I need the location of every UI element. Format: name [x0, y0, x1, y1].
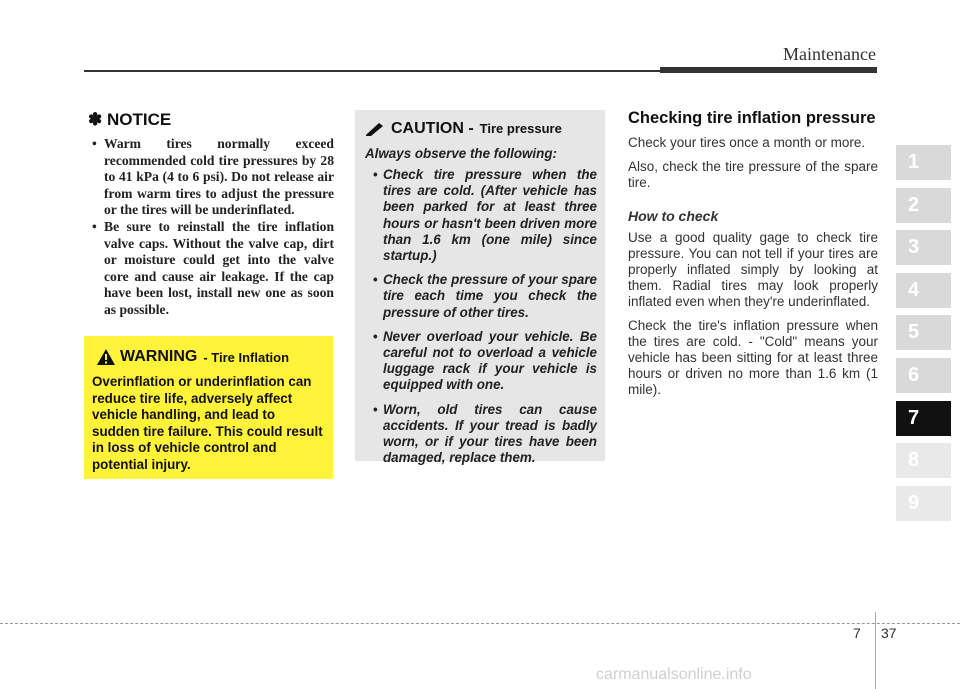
header-rule-accent [660, 67, 877, 73]
notice-item: • Warm tires normally exceed recommended cold tire pressures by 28 to 41 kPa (4 to 6 psi). Do not release air from warm tires to adjust the pressure or the tires will be underinflated. [88, 136, 334, 219]
page-number: 37 [881, 625, 897, 641]
warning-triangle-icon [96, 348, 116, 366]
caution-item: • Check the pressure of your spare tire each time you check the pressure of other tires. [365, 272, 597, 321]
chapter-tabs [896, 145, 951, 528]
chapter-tab-4[interactable]: 4 [896, 273, 951, 308]
section-paragraph: Also, check the tire pressure of the spare tire. [628, 159, 878, 190]
caution-item: • Never overload your vehicle. Be careful not to overload a vehicle luggage rack if your vehicle is equipped with one. [365, 329, 597, 394]
notice-title: ✽ NOTICE [88, 110, 172, 129]
chapter-tab-8[interactable]: 8 [896, 443, 951, 478]
chapter-tab-1[interactable]: 1 [896, 145, 951, 180]
notice-list [88, 136, 334, 319]
warning-header [96, 348, 325, 366]
section-paragraph: Use a good quality gage to check tire pressure. You can not tell if your tires are properly inflated simply by looking at them. Radial tires may look properly inflated even when they're underinflated. [628, 230, 878, 309]
chapter-tab-2[interactable]: 2 [896, 188, 951, 223]
chapter-tab-7[interactable]: 7 [896, 401, 951, 436]
caution-header [365, 120, 597, 138]
watermark: carmanualsonline.info [596, 666, 752, 683]
caution-intro: Always observe the following: [365, 146, 557, 161]
section-subheading: How to check [628, 208, 719, 224]
header-title: Maintenance [783, 44, 876, 64]
header-rule [84, 70, 660, 72]
warning-subtitle: - Tire Inflation [203, 349, 290, 365]
warning-body: Overinflation or underinflation can reduce tire life, adversely affect vehicle handling, and lead to sudden tire failure. This could result in loss of vehicle control and potential injury. [92, 374, 323, 472]
chapter-tab-3[interactable]: 3 [896, 230, 951, 265]
caution-subtitle: Tire pressure [479, 121, 562, 136]
warning-title: WARNING [120, 348, 198, 365]
caution-pencil-icon [365, 122, 385, 136]
section-title: Checking tire inflation pressure [628, 109, 876, 127]
caution-list [365, 167, 597, 466]
footer-divider [875, 612, 876, 689]
chapter-tab-5[interactable]: 5 [896, 315, 951, 350]
caution-item: • Check tire pressure when the tires are cold. (After vehicle has been parked for at least three hours or hasn't been driven more than 1.6 km (one mile) since startup.) [365, 167, 597, 264]
notice-section [88, 110, 334, 319]
chapter-tab-6[interactable]: 6 [896, 358, 951, 393]
chapter-tab-9[interactable]: 9 [896, 486, 951, 521]
caution-item: • Worn, old tires can cause accidents. If your tread is badly worn, or if your tires have been damaged, replace them. [365, 402, 597, 467]
section-paragraph: Check your tires once a month or more. [628, 135, 866, 150]
notice-item: • Be sure to reinstall the tire inflation valve caps. Without the valve cap, dirt or moisture could get into the valve core and cause air leakage. If the cap have been lost, install new one as soon as possible. [88, 219, 334, 319]
page-chapter-number: 7 [853, 625, 861, 641]
caution-title: CAUTION - [391, 120, 474, 137]
caution-box [355, 110, 605, 466]
section-paragraph: Check the tire's inflation pressure when the tires are cold. - "Cold" means your vehicle has been sitting for at least three hours or driven no more than 1.6 km (1 mile). [628, 318, 878, 397]
warning-box [84, 336, 333, 479]
footer-rule [0, 623, 960, 624]
tire-inflation-section [628, 110, 878, 398]
